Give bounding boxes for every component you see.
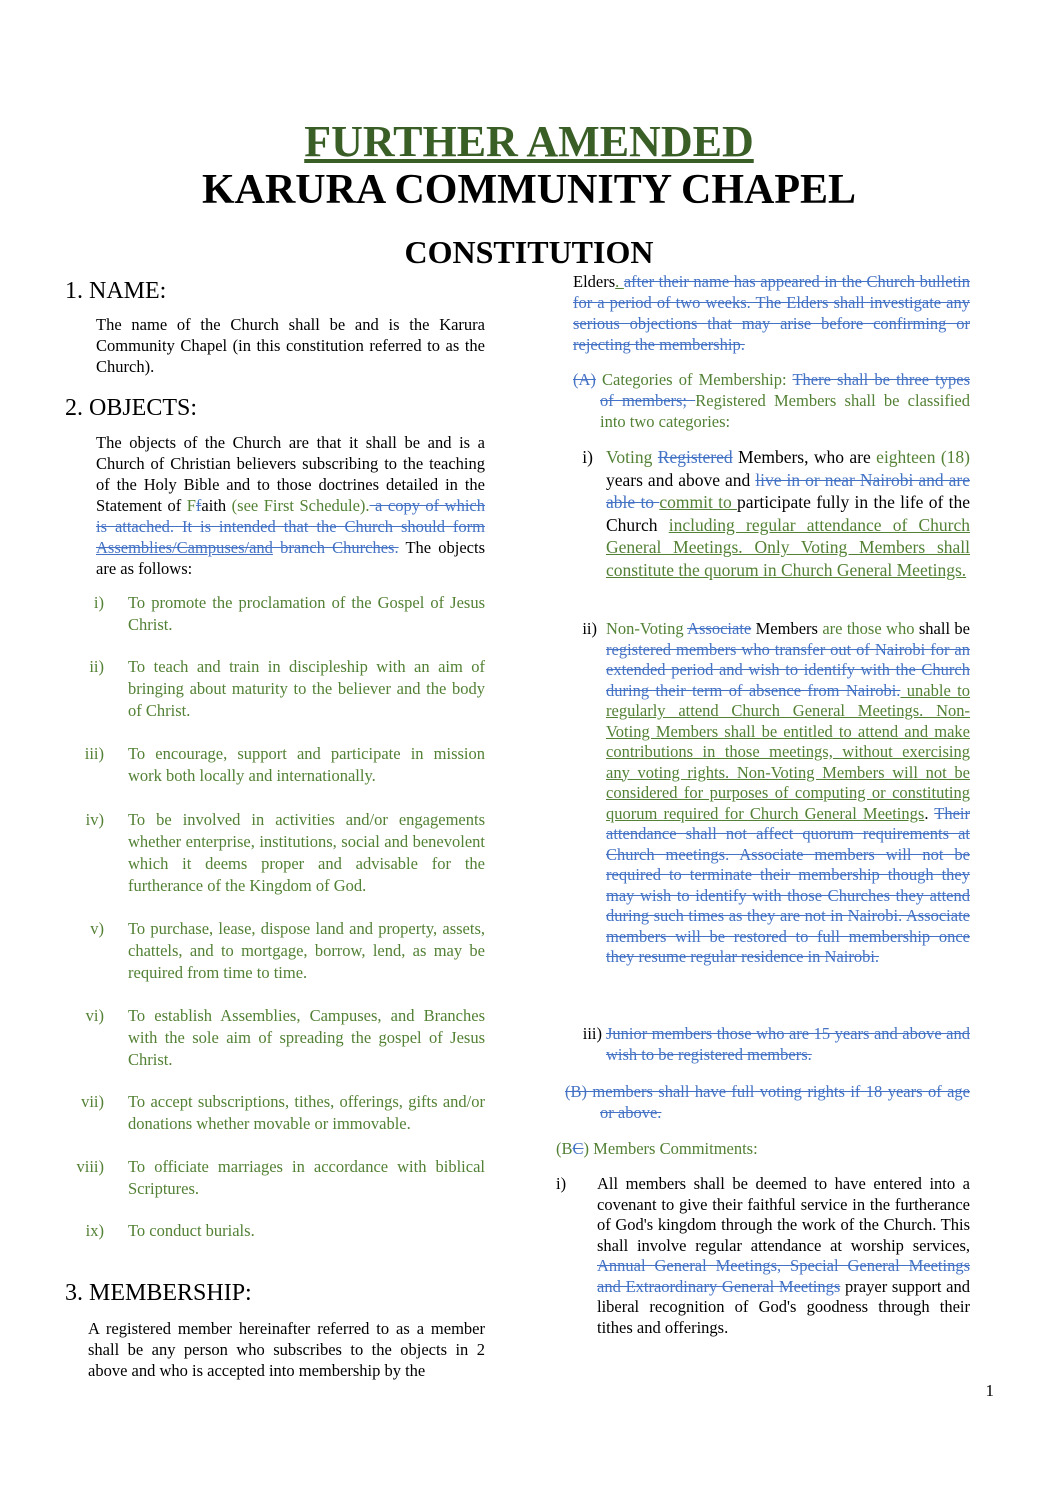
chapel-title: KARURA COMMUNITY CHAPEL: [201, 167, 857, 213]
membership-body: A registered member hereinafter referred to as a member shall be any person who subscribes to the objects in 2 above and who is accepted into membership by the: [88, 1319, 485, 1380]
membership-continued: Elders. after their name has appeared in the Church bulletin for a period of two weeks. The Elders shall investigate any serious objections that may arise before confirming or rejecting the membership.: [573, 272, 970, 354]
name-body: The name of the Church shall be and is the Karura Community Chapel (in this constitution referred to as the Church).: [96, 315, 485, 376]
voting-rights-item: (B) members shall have full voting rights if 18 years of age or above.: [565, 1082, 970, 1122]
name-heading: 1. NAME:: [65, 278, 167, 304]
objects-intro: The objects of the Church are that it shall be and is a Church of Christian believers subscribing to the teaching of the Holy Bible and to those doctrines detailed in the Statement of Ffaith (see First Schedule). a copy of which is attached. It is intended that the Church should form Assemblies/Campuses/and branch Churches. The objects are as follows:: [96, 433, 485, 578]
page-number: 1: [985, 1381, 994, 1400]
constitution-title: CONSTITUTION: [404, 234, 654, 270]
objects-heading: 2. OBJECTS:: [65, 395, 198, 421]
membership-heading: 3. MEMBERSHIP:: [65, 1280, 252, 1306]
amended-title: FURTHER AMENDED: [304, 117, 754, 166]
categories-paragraph: (A) Categories of Membership: There shall be three types of members; Registered Members shall be classified into two categories:: [573, 370, 971, 431]
commitments-heading: (BC) Members Commitments:: [556, 1139, 758, 1158]
